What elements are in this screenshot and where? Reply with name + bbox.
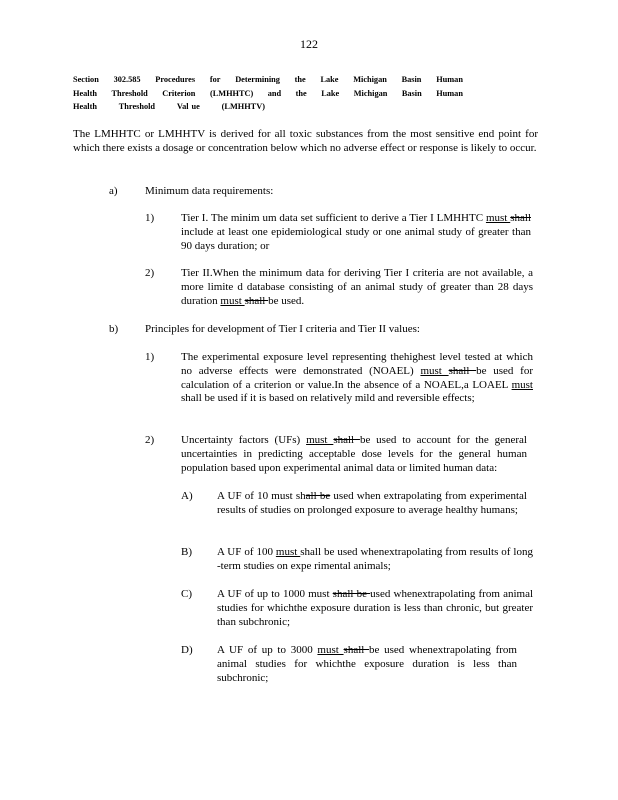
section-heading-line-2: Health Threshold Criterion (LMHHTC) and the Lake Michigan Basin Human [73, 88, 463, 98]
page-number: 122 [300, 37, 318, 51]
deleted-text: all be [305, 490, 331, 502]
subitem-d-text: A UF of up to 3000 must shall be used whenextrapolating from animal studies for whichthe exposure duration is less than subchronic; [217, 644, 517, 684]
inserted-text: must [420, 364, 449, 377]
inserted-text: must [306, 434, 334, 446]
item-a2-label: 2) [145, 267, 155, 279]
item-b1-label: 1) [145, 351, 155, 363]
deleted-text: shall be [332, 588, 371, 600]
inserted-text: must [220, 294, 245, 307]
item-a-label: a) [109, 185, 118, 197]
item-a1-text: Tier I. The minim um data set sufficient to derive a Tier I LMHHTC must shall include at least one epidemiological study or one animal study of greater than 90 days duration; or [181, 212, 531, 252]
inserted-text: must [317, 644, 344, 656]
inserted-text: must [511, 378, 533, 391]
subitem-a-label: A) [181, 490, 193, 502]
subitem-c-label: C) [181, 588, 192, 600]
item-b1-text: The experimental exposure level representing thehighest level tested at which no adverse effects were demonstrated (NOAEL) must shall be used for calculation of a criterion or value.In the absence of a NOAEL,a LOAEL must shall be used if it is based on relatively mild and reversible effects; [181, 351, 533, 405]
subitem-b-label: B) [181, 546, 192, 558]
deleted-text: shall [510, 212, 531, 224]
item-a-title: Minimum data requirements: [145, 185, 274, 197]
subitem-a-text: A UF of 10 must shall be used when extrapolating from experimental results of studies on prolonged exposure to average healthy humans; [217, 490, 527, 516]
inserted-text: must [485, 212, 511, 224]
subitem-b-text: A UF of 100 must shall be used whenextrapolating from results of long -term studies on expe rimental animals; [217, 546, 533, 572]
section-heading-line-1: Section 302.585 Procedures for Determining the Lake Michigan Basin Human [73, 75, 463, 84]
deleted-text: shall [448, 364, 477, 377]
subitem-c-text: A UF of up to 1000 must shall be used whenextrapolating from animal studies for whichthe exposure duration is less than chronic, but greater than subchronic; [217, 588, 534, 628]
deleted-text: shall [343, 644, 370, 656]
intro-paragraph: The LMHHTC or LMHHTV is derived for all toxic substances from the most sensitive end point for which there exists a dosage or concentration below which no adverse effect or response is likely to occur. [73, 128, 538, 154]
item-b-title: Principles for development of Tier I criteria and Tier II values: [145, 323, 420, 335]
deleted-text: shall [333, 434, 360, 446]
subitem-d-label: D) [181, 644, 193, 656]
item-a2-text: Tier II.When the minimum data for deriving Tier I criteria are not available, a more limite d database consisting of an animal study of greater than 28 days duration must shall be used. [181, 267, 533, 307]
deleted-text: shall [244, 294, 269, 307]
item-b2-label: 2) [145, 434, 155, 446]
item-b-label: b) [109, 323, 119, 335]
item-a1-label: 1) [145, 212, 155, 224]
section-heading [73, 73, 463, 114]
inserted-text: must [275, 546, 301, 558]
item-b2-text: Uncertainty factors (UFs) must shall be used to account for the general uncertainties in predicting acceptable dose levels for the general human population based upon experimental animal data or limited human data: [181, 434, 527, 474]
section-heading-line-3: Health Threshold Val ue (LMHHTV) [73, 102, 265, 111]
